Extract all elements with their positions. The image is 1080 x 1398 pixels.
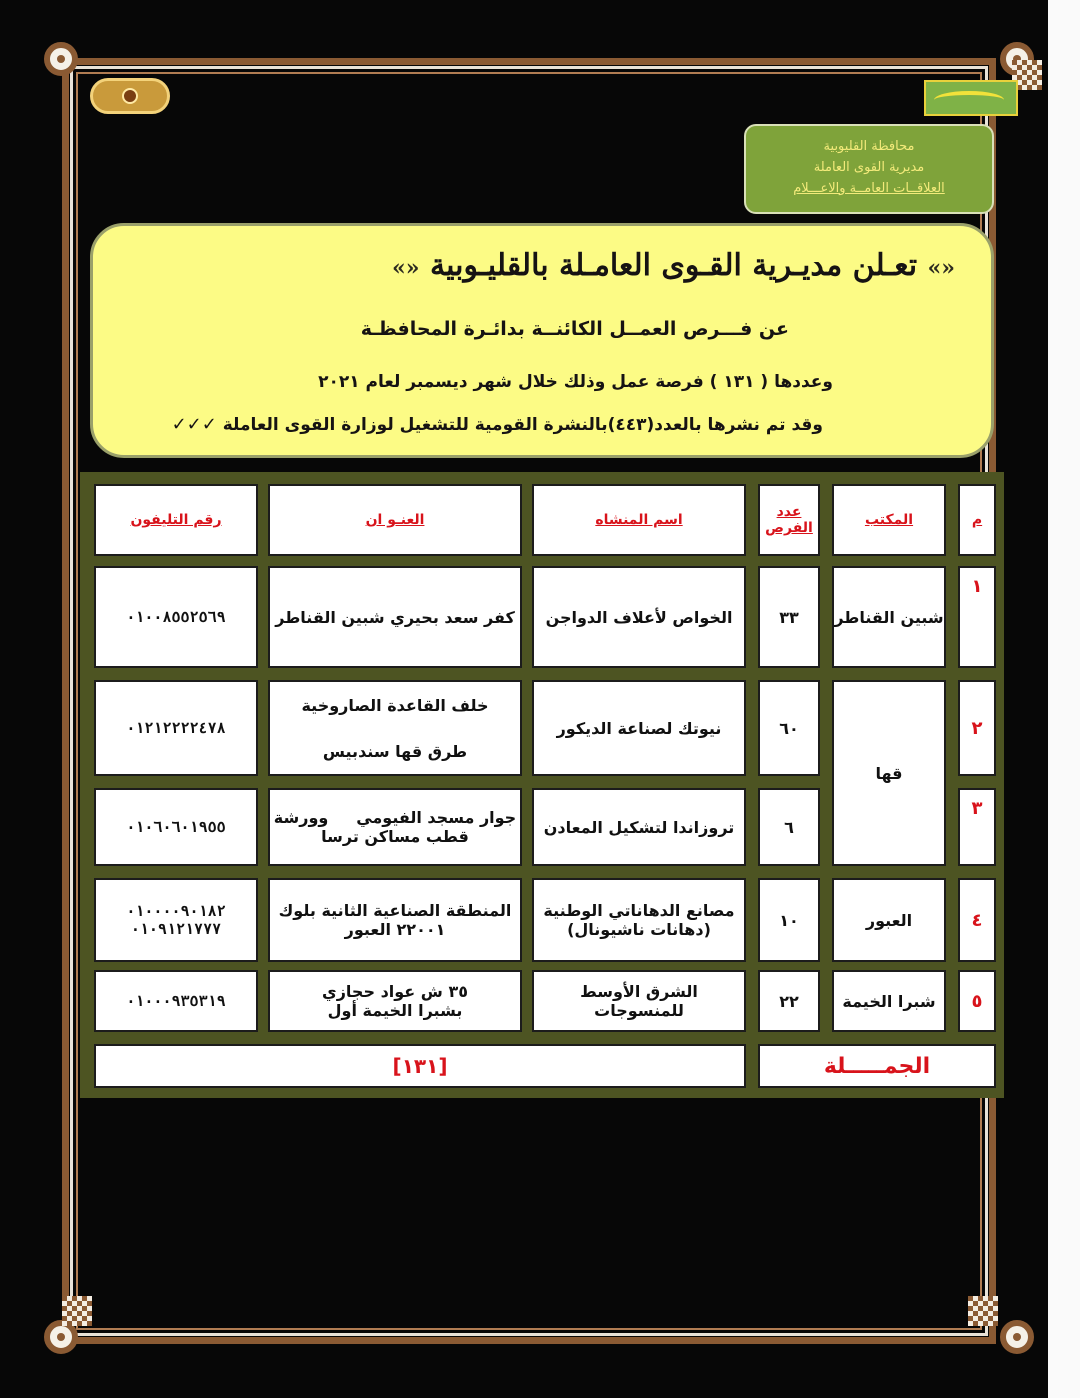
table-row-2-num (958, 680, 996, 776)
phone-number: ٠١٢١٢٢٢٢٤٧٨ (126, 719, 226, 737)
checker-ornament (62, 1296, 92, 1326)
total-label-cell (758, 1044, 996, 1088)
table-row-5-num (958, 970, 996, 1032)
header-phone-label: رقم التليفون (130, 512, 222, 528)
header-address-label: العنـو ان (365, 512, 425, 528)
table-row-5-company (532, 970, 746, 1032)
table-row-1-phone (94, 566, 258, 668)
total-value-cell (94, 1044, 746, 1088)
table-row-4-office (832, 878, 946, 962)
phone-number: ٠١٠٠٠٩٣٥٣١٩ (126, 992, 226, 1010)
announcement-title-text: تعـلن مديـرية القـوى العامـلة بالقليـوبية (430, 248, 918, 283)
phone-number-2: ٠١٠٩١٢١٧٧٧ (130, 920, 222, 938)
company-address-line-2: قطب مساكن ترسا (321, 827, 469, 846)
header-address (268, 484, 522, 556)
header-count-label-2: الفرص (765, 520, 813, 536)
row-number: ٤ (971, 909, 983, 931)
directorate-info-box (744, 124, 994, 214)
checker-ornament (968, 1296, 998, 1326)
ornament-right: «» (927, 255, 955, 281)
header-phone (94, 484, 258, 556)
table-row-1-num (958, 566, 996, 668)
table-row-1-address (268, 566, 522, 668)
header-num-label: م (971, 512, 983, 528)
table-row-5-count (758, 970, 820, 1032)
corner-ornament-bottom-right (1000, 1320, 1034, 1354)
header-office (832, 484, 946, 556)
opportunity-count: ٦ (784, 817, 794, 837)
company-address-line-2: ٢٢٠٠١ العبور (344, 920, 446, 939)
directorate-name: مديرية القوى العاملة (813, 160, 925, 175)
table-row-2-phone (94, 680, 258, 776)
table-row-2-3-office (832, 680, 946, 866)
row-number: ١ (971, 576, 983, 597)
table-row-5-phone (94, 970, 258, 1032)
company-name: نيوتك لصناعة الديكور (556, 718, 722, 738)
table-row-2-count (758, 680, 820, 776)
office-name: قها (875, 763, 903, 783)
department-name: العلاقــات العامــة والاعـــلام (793, 181, 945, 196)
table-row-3-address (268, 788, 522, 866)
announcement-banner (90, 223, 994, 458)
table-row-3-num (958, 788, 996, 866)
office-name: شبرا الخيمة (842, 991, 936, 1011)
table-row-5-address (268, 970, 522, 1032)
opportunity-count: ١٠ (779, 910, 799, 930)
company-address-line-1: المنطقة الصناعية الثانية بلوك (278, 901, 512, 920)
corner-ornament-top-left (44, 42, 78, 76)
company-name-line-1: مصانع الدهاناتي الوطنية (543, 901, 735, 920)
announcement-line-3 (164, 414, 823, 435)
table-row-3-phone (94, 788, 258, 866)
company-name-line-2: (دهانات ناشيونال) (567, 920, 711, 939)
company-address-line-1: خلف القاعدة الصاروخية (301, 695, 489, 715)
company-name-line-2: للمنسوجات (594, 1001, 684, 1020)
header-num (958, 484, 996, 556)
announcement-line-3-text: وقد تم نشرها بالعدد(٤٤٣)بالنشرة القومية للتشغيل لوزارة القوى العاملة (222, 415, 823, 435)
phone-number: ٠١٠٦٠٦٠١٩٥٥ (126, 818, 226, 836)
office-name: العبور (865, 910, 913, 930)
row-number: ٢ (971, 717, 983, 739)
governorate-name: محافظة القليوبية (823, 139, 915, 154)
company-name: تروزاندا لتشكيل المعادن (543, 817, 735, 837)
office-name: شبين القناطر (834, 607, 944, 627)
table-row-1-company (532, 566, 746, 668)
governorate-logo (924, 80, 1018, 116)
company-address-line-2: بشبرا الخيمة أول (327, 1001, 463, 1020)
ministry-emblem-logo (90, 78, 170, 114)
header-company (532, 484, 746, 556)
row-number: ٣ (971, 798, 983, 819)
company-address-line-1: ٣٥ ش عواد حجازي (322, 982, 468, 1001)
header-count (758, 484, 820, 556)
table-row-3-company (532, 788, 746, 866)
announcement-line-2: وعددها ( ١٣١ ) فرصة عمل وذلك خلال شهر ديسمبر لعام ٢٠٢١ (318, 372, 833, 392)
table-row-4-count (758, 878, 820, 962)
header-company-label: اسم المنشاه (595, 512, 683, 528)
opportunity-count: ٣٣ (779, 607, 799, 627)
table-row-2-address (268, 680, 522, 776)
eagle-emblem-icon (122, 88, 138, 104)
table-row-4-phone (94, 878, 258, 962)
company-address-line-1: جوار مسجد الفيومي وورشة (273, 808, 517, 827)
company-name-line-1: الشرق الأوسط (580, 982, 698, 1001)
phone-number: ٠١٠٠٨٥٥٢٥٦٩ (126, 608, 226, 626)
opportunity-count: ٦٠ (779, 718, 799, 738)
ornament-left: «» (392, 255, 420, 281)
header-office-label: المكتب (864, 512, 914, 528)
right-margin (1048, 0, 1080, 1398)
company-address-line-2: طرق قها سندبيس (322, 741, 468, 761)
table-row-3-count (758, 788, 820, 866)
table-row-2-company (532, 680, 746, 776)
table-row-4-company (532, 878, 746, 962)
row-number: ٥ (971, 990, 983, 1012)
opportunity-count: ٢٢ (779, 991, 799, 1011)
table-row-1-office (832, 566, 946, 668)
table-row-4-address (268, 878, 522, 962)
wave-emblem-icon (934, 91, 1004, 109)
phone-number-1: ٠١٠٠٠٠٩٠١٨٢ (126, 902, 226, 920)
total-label: الجمـــــلة (823, 1053, 931, 1079)
check-marks-icon: ✓✓✓ (171, 414, 217, 435)
total-value: [١٣١] (392, 1054, 448, 1078)
company-name: الخواص لأعلاف الدواجن (545, 607, 733, 627)
announcement-line-1: عن فـــرص العمــل الكائنــة بدائـرة المحافظـة (360, 318, 789, 340)
table-row-1-count (758, 566, 820, 668)
header-count-label-1: عدد (776, 504, 802, 520)
company-address: كفر سعد بحيري شبين القناطر (275, 607, 515, 627)
table-row-5-office (832, 970, 946, 1032)
table-row-4-num (958, 878, 996, 962)
announcement-title (392, 248, 955, 283)
